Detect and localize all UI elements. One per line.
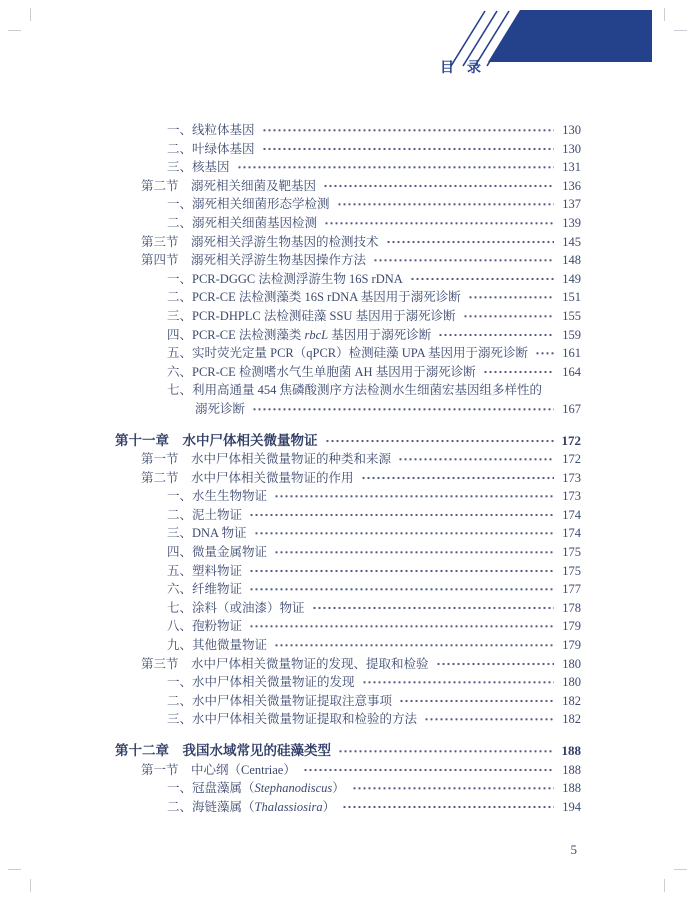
toc-entry-text <box>167 307 456 326</box>
toc-entry-italic-text: rbcL <box>304 327 329 342</box>
toc-entry <box>141 177 581 196</box>
toc-page-number: 180 <box>562 675 581 690</box>
dot-leader <box>249 617 554 636</box>
dot-leader <box>252 400 554 419</box>
dot-leader <box>399 692 554 711</box>
dot-leader <box>249 562 554 581</box>
dot-leader <box>463 307 554 326</box>
dot-leader <box>410 270 554 289</box>
toc-entry-text-segment: 第四节 溺死相关浮游生物基因操作方法 <box>141 253 367 268</box>
toc-entry-text-segment: 二、泥土物证 <box>167 507 243 522</box>
toc-entry <box>167 779 581 798</box>
page-number: 5 <box>570 842 577 857</box>
toc-entry-text-segment: 第二节 溺死相关细菌及靶基因 <box>141 178 317 193</box>
toc-entry-text <box>167 140 255 159</box>
toc-entry-text-segment: 一、冠盘藻属（ <box>167 781 255 796</box>
dot-leader <box>362 673 554 692</box>
dot-leader <box>303 761 554 780</box>
crop-mark-bottom-right <box>664 879 665 892</box>
toc-entry-text <box>141 469 354 488</box>
dot-leader <box>352 779 554 798</box>
dot-leader <box>342 798 554 817</box>
toc-entry <box>167 710 581 729</box>
toc-entry-text <box>167 487 267 506</box>
toc-page-number: 175 <box>562 545 581 560</box>
toc-entry-text <box>167 326 431 345</box>
dot-leader <box>274 543 554 562</box>
dot-leader <box>361 469 554 488</box>
toc-entry-text <box>115 742 331 761</box>
toc-entry-text-segment: 三、核基因 <box>167 160 230 175</box>
corner-banner <box>488 10 652 62</box>
toc-entry-text <box>141 655 429 674</box>
toc-page-number: 137 <box>562 197 581 212</box>
dot-leader <box>237 158 554 177</box>
toc-entry <box>167 506 581 525</box>
dot-leader <box>323 177 554 196</box>
toc-entry-text <box>167 562 242 581</box>
toc-entry-text <box>167 617 242 636</box>
toc-entry-text-segment: 一、水中尸体相关微量物证的发现 <box>167 675 355 690</box>
toc-entry-text-segment: 第一节 中心纲（Centriae） <box>141 762 296 777</box>
toc-entry-text <box>167 692 392 711</box>
toc-page-number: 188 <box>562 781 581 796</box>
toc-entry-text-segment: 二、PCR-CE 法检测藻类 16S rDNA 基因用于溺死诊断 <box>167 290 461 305</box>
toc-section-gap <box>115 419 581 432</box>
toc-page-number: 161 <box>562 346 581 361</box>
toc-entry-text <box>141 761 296 780</box>
toc-entry-text <box>167 121 255 140</box>
toc-entry <box>141 450 581 469</box>
crop-mark-bottom-right <box>674 869 687 870</box>
toc-entry-text <box>167 363 476 382</box>
toc-entry-text-segment: 一、线粒体基因 <box>167 123 255 137</box>
toc-page-number: 188 <box>562 762 581 777</box>
toc-page-number: 173 <box>562 489 581 504</box>
toc-entry-text <box>167 214 317 233</box>
toc-entry-text <box>167 381 542 400</box>
dot-leader <box>262 121 554 140</box>
toc-entry <box>167 599 581 618</box>
toc-entry <box>195 400 581 419</box>
toc-entry-text-segment: 八、孢粉物证 <box>167 619 243 634</box>
toc-page-number: 151 <box>562 290 581 305</box>
toc-entry-text-segment: 一、水生生物物证 <box>167 489 268 504</box>
toc-entry-text-segment: 二、海链藻属（ <box>167 799 255 814</box>
toc-entry-text <box>167 158 230 177</box>
crop-mark-top-left <box>8 30 21 31</box>
toc-entry-text <box>115 432 318 451</box>
toc-entry <box>167 673 581 692</box>
toc-section-gap <box>115 729 581 742</box>
dot-leader <box>535 344 554 363</box>
toc-entry-text <box>167 524 247 543</box>
dot-leader <box>274 636 554 655</box>
toc-entry-text <box>167 636 267 655</box>
toc-entry-text <box>141 450 391 469</box>
toc-entry-text-segment: 第一节 水中尸体相关微量物证的种类和来源 <box>141 452 392 467</box>
toc-entry-text <box>167 710 417 729</box>
toc-entry <box>167 270 581 289</box>
toc-entry <box>167 121 581 140</box>
toc-entry-text-segment: 二、水中尸体相关微量物证提取注意事项 <box>167 693 393 708</box>
toc-entry-text-segment: 三、PCR-DHPLC 法检测硅藻 SSU 基因用于溺死诊断 <box>167 308 456 323</box>
dot-leader <box>324 214 554 233</box>
toc-entry-text <box>167 580 242 599</box>
toc-entry-text <box>167 599 305 618</box>
crop-mark-bottom-left <box>8 869 21 870</box>
toc-page-number: 182 <box>562 712 581 727</box>
toc-entry-text <box>167 344 528 363</box>
toc-page-number: 174 <box>562 526 581 541</box>
toc-entry <box>167 636 581 655</box>
toc-page-number: 167 <box>562 401 581 416</box>
dot-leader <box>325 432 555 451</box>
toc-entry-text-segment: 九、其他微量物证 <box>167 638 268 653</box>
dot-leader <box>468 288 554 307</box>
dot-leader <box>398 450 554 469</box>
toc-entry-text <box>167 673 355 692</box>
toc-entry <box>167 288 581 307</box>
dot-leader <box>337 195 554 214</box>
toc-entry-italic-text: Thalassiosira <box>254 799 323 814</box>
toc-entry-text <box>141 251 366 270</box>
toc-page-number: 131 <box>562 160 581 175</box>
toc-entry-text-segment: 六、PCR-CE 检测嗜水气生单胞菌 AH 基因用于溺死诊断 <box>167 364 476 379</box>
toc-entry <box>115 432 581 451</box>
toc-entry-text-segment: 七、涂料（或油漆）物证 <box>167 600 305 615</box>
toc-entry <box>167 140 581 159</box>
toc-page-number: 188 <box>561 743 581 758</box>
toc-entry-text <box>167 543 267 562</box>
dot-leader <box>249 506 554 525</box>
dot-leader <box>338 742 554 761</box>
toc-entry-text-segment: 一、PCR-DGGC 法检测浮游生物 16S rDNA <box>167 271 403 286</box>
toc-entry <box>141 761 581 780</box>
toc-page-number: 145 <box>562 234 581 249</box>
dot-leader <box>436 655 554 674</box>
dot-leader <box>424 710 554 729</box>
toc-entry <box>167 363 581 382</box>
dot-leader <box>483 363 554 382</box>
toc-entry-text-segment: 第二节 水中尸体相关微量物证的作用 <box>141 470 354 485</box>
toc-entry <box>167 487 581 506</box>
dot-leader <box>274 487 554 506</box>
toc-entry-text <box>195 400 245 419</box>
toc-entry-text <box>167 195 330 214</box>
toc-page-number: 159 <box>562 327 581 342</box>
toc-entry-text-segment: ） <box>322 799 336 814</box>
toc-entry-text-segment: 三、水中尸体相关微量物证提取和检验的方法 <box>167 712 418 727</box>
toc-entry-text-segment: 一、溺死相关细菌形态学检测 <box>167 197 330 212</box>
toc-page-number: 194 <box>562 799 581 814</box>
toc-entry <box>167 617 581 636</box>
toc-entry-text-segment: 第三节 水中尸体相关微量物证的发现、提取和检验 <box>141 656 429 671</box>
toc-entry-text-segment: 三、DNA 物证 <box>167 526 247 541</box>
toc-page-number: 148 <box>562 253 581 268</box>
toc-page-number: 130 <box>562 141 581 156</box>
toc-entry-text-segment: 二、溺死相关细菌基因检测 <box>167 215 318 230</box>
toc-entry-text-segment: 七、利用高通量 454 焦磷酸测序方法检测水生细菌宏基因组多样性的 <box>167 383 543 398</box>
toc-page-number: 175 <box>562 563 581 578</box>
toc-entry-text <box>167 506 242 525</box>
dot-leader <box>386 233 554 252</box>
toc-entry-text-segment: 五、塑料物证 <box>167 563 243 578</box>
toc-entry <box>167 195 581 214</box>
toc-entry <box>167 543 581 562</box>
toc-entry-text <box>141 177 316 196</box>
dot-leader <box>373 251 554 270</box>
toc-entry <box>115 742 581 761</box>
toc-entry <box>167 562 581 581</box>
toc-entry <box>167 580 581 599</box>
toc-entry-text-segment: 二、叶绿体基因 <box>167 141 255 156</box>
toc-entry <box>167 524 581 543</box>
toc-entry <box>167 798 581 817</box>
toc-page-number: 136 <box>562 178 581 193</box>
dot-leader <box>438 326 554 345</box>
toc-header-title: 目 录 <box>440 61 483 76</box>
toc-entry-text-segment: 基因用于溺死诊断 <box>328 327 432 342</box>
toc-entry-text <box>167 798 335 817</box>
toc-entry <box>167 307 581 326</box>
toc-entry <box>141 469 581 488</box>
toc-page-number: 182 <box>562 693 581 708</box>
toc-page-number: 164 <box>562 364 581 379</box>
toc-page-number: 172 <box>561 432 581 448</box>
toc-page-number: 172 <box>562 452 581 467</box>
toc-entry <box>141 233 581 252</box>
toc-entry-italic-text: Stephanodiscus <box>254 781 333 796</box>
toc-entry <box>141 251 581 270</box>
toc-page-number: 149 <box>562 271 581 286</box>
toc-entry-text <box>141 233 379 252</box>
toc-page-number: 173 <box>562 470 581 485</box>
crop-mark-top-right <box>664 8 665 21</box>
crop-mark-top-right <box>674 30 687 31</box>
toc-entry-text-segment: 溺死诊断 <box>195 401 246 416</box>
toc-list <box>115 121 581 816</box>
dot-leader <box>249 580 554 599</box>
toc-page-number: 178 <box>562 600 581 615</box>
toc-entry-text-segment: ） <box>332 781 345 796</box>
toc-page-number: 139 <box>562 215 581 230</box>
toc-page-number: 155 <box>562 308 581 323</box>
toc-entry <box>141 655 581 674</box>
toc-entry-text <box>167 270 403 289</box>
toc-entry <box>167 326 581 345</box>
toc-page-number: 130 <box>562 123 581 137</box>
toc-page-number: 177 <box>562 582 581 597</box>
toc-entry <box>167 381 581 400</box>
crop-mark-top-left <box>30 8 31 21</box>
toc-entry-text-segment: 六、纤维物证 <box>167 582 243 597</box>
toc-entry-text <box>167 779 345 798</box>
dot-leader <box>262 140 554 159</box>
dot-leader <box>254 524 554 543</box>
toc-entry <box>167 158 581 177</box>
toc-entry-text-segment: 四、微量金属物证 <box>167 545 268 560</box>
toc-entry-text <box>167 288 461 307</box>
toc-entry <box>167 344 581 363</box>
toc-entry-text-segment: 第十一章 水中尸体相关微量物证 <box>115 432 318 448</box>
toc-entry-text-segment: 五、实时荧光定量 PCR（qPCR）检测硅藻 UPA 基因用于溺死诊断 <box>167 346 529 361</box>
toc-page-number: 179 <box>562 619 581 634</box>
toc-page-number: 180 <box>562 656 581 671</box>
toc-page-number: 174 <box>562 507 581 522</box>
crop-mark-bottom-left <box>30 879 31 892</box>
toc-entry-text-segment: 四、PCR-CE 法检测藻类 <box>167 327 305 342</box>
toc-entry-text-segment: 第十二章 我国水域常见的硅藻类型 <box>115 743 331 758</box>
dot-leader <box>312 599 554 618</box>
toc-page-number: 179 <box>562 638 581 653</box>
toc-entry <box>167 692 581 711</box>
toc-entry-text-segment: 第三节 溺死相关浮游生物基因的检测技术 <box>141 234 379 249</box>
toc-entry <box>167 214 581 233</box>
